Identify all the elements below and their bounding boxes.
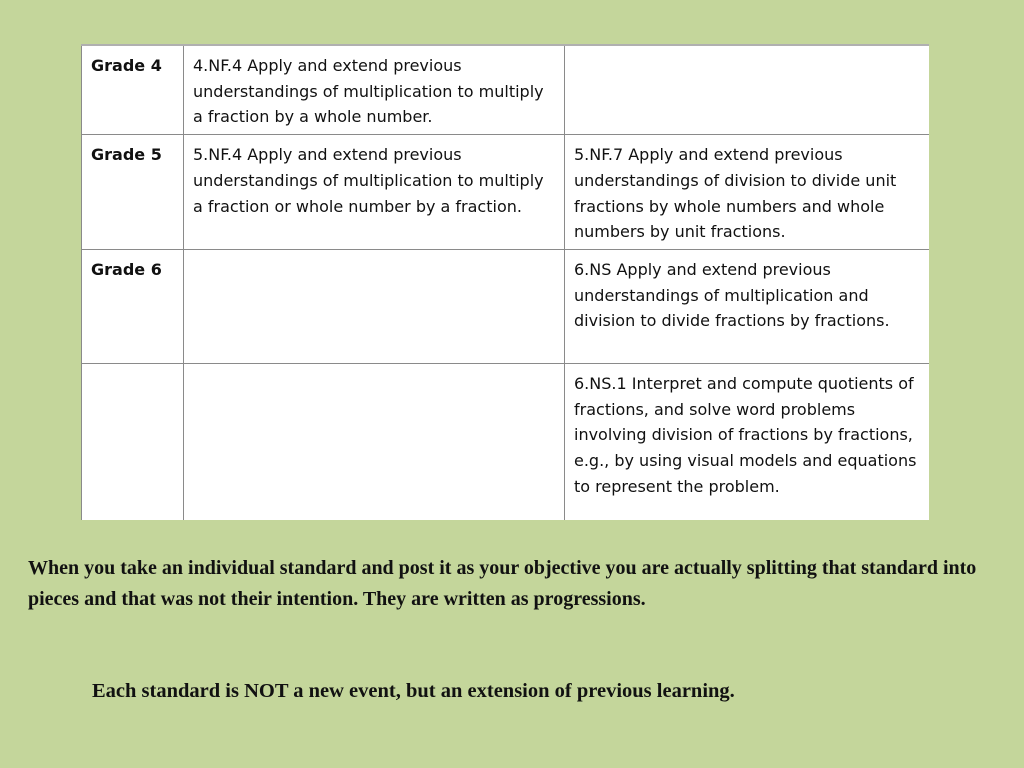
standard-cell (184, 249, 565, 363)
standard-cell: 5.NF.4 Apply and extend previous understandings of multiplication to multiply a fraction or whole number by a fraction. (184, 135, 565, 250)
standard-cell: 4.NF.4 Apply and extend previous understandings of multiplication to multiply a fraction by a whole number. (184, 45, 565, 135)
standards-table-image (81, 44, 929, 520)
standard-cell: 6.NS Apply and extend previous understandings of multiplication and division to divide fractions by fractions. (565, 249, 930, 363)
standard-cell: 5.NF.7 Apply and extend previous understandings of division to divide unit fractions by whole numbers and whole numbers by unit fractions. (565, 135, 930, 250)
key-message: Each standard is NOT a new event, but an extension of previous learning. (92, 680, 735, 702)
grade-cell: Grade 6 (82, 249, 184, 363)
table-row-grade-5 (82, 135, 930, 250)
standard-cell: 6.NS.1 Interpret and compute quotients of fractions, and solve word problems involving division of fractions by fractions, e.g., by using visual models and equations to represent the problem. (565, 363, 930, 520)
standard-cell (184, 363, 565, 520)
grade-cell: Grade 5 (82, 135, 184, 250)
standards-table (81, 44, 929, 520)
table-row-grade-6-continued (82, 363, 930, 520)
table-row-grade-4 (82, 45, 930, 135)
grade-cell: Grade 4 (82, 45, 184, 135)
standard-cell (565, 45, 930, 135)
body-paragraph: When you take an individual standard and post it as your objective you are actually splitting that standard into pieces and that was not their intention. They are written as progressions. (28, 557, 977, 610)
table-row-grade-6 (82, 249, 930, 363)
grade-cell (82, 363, 184, 520)
